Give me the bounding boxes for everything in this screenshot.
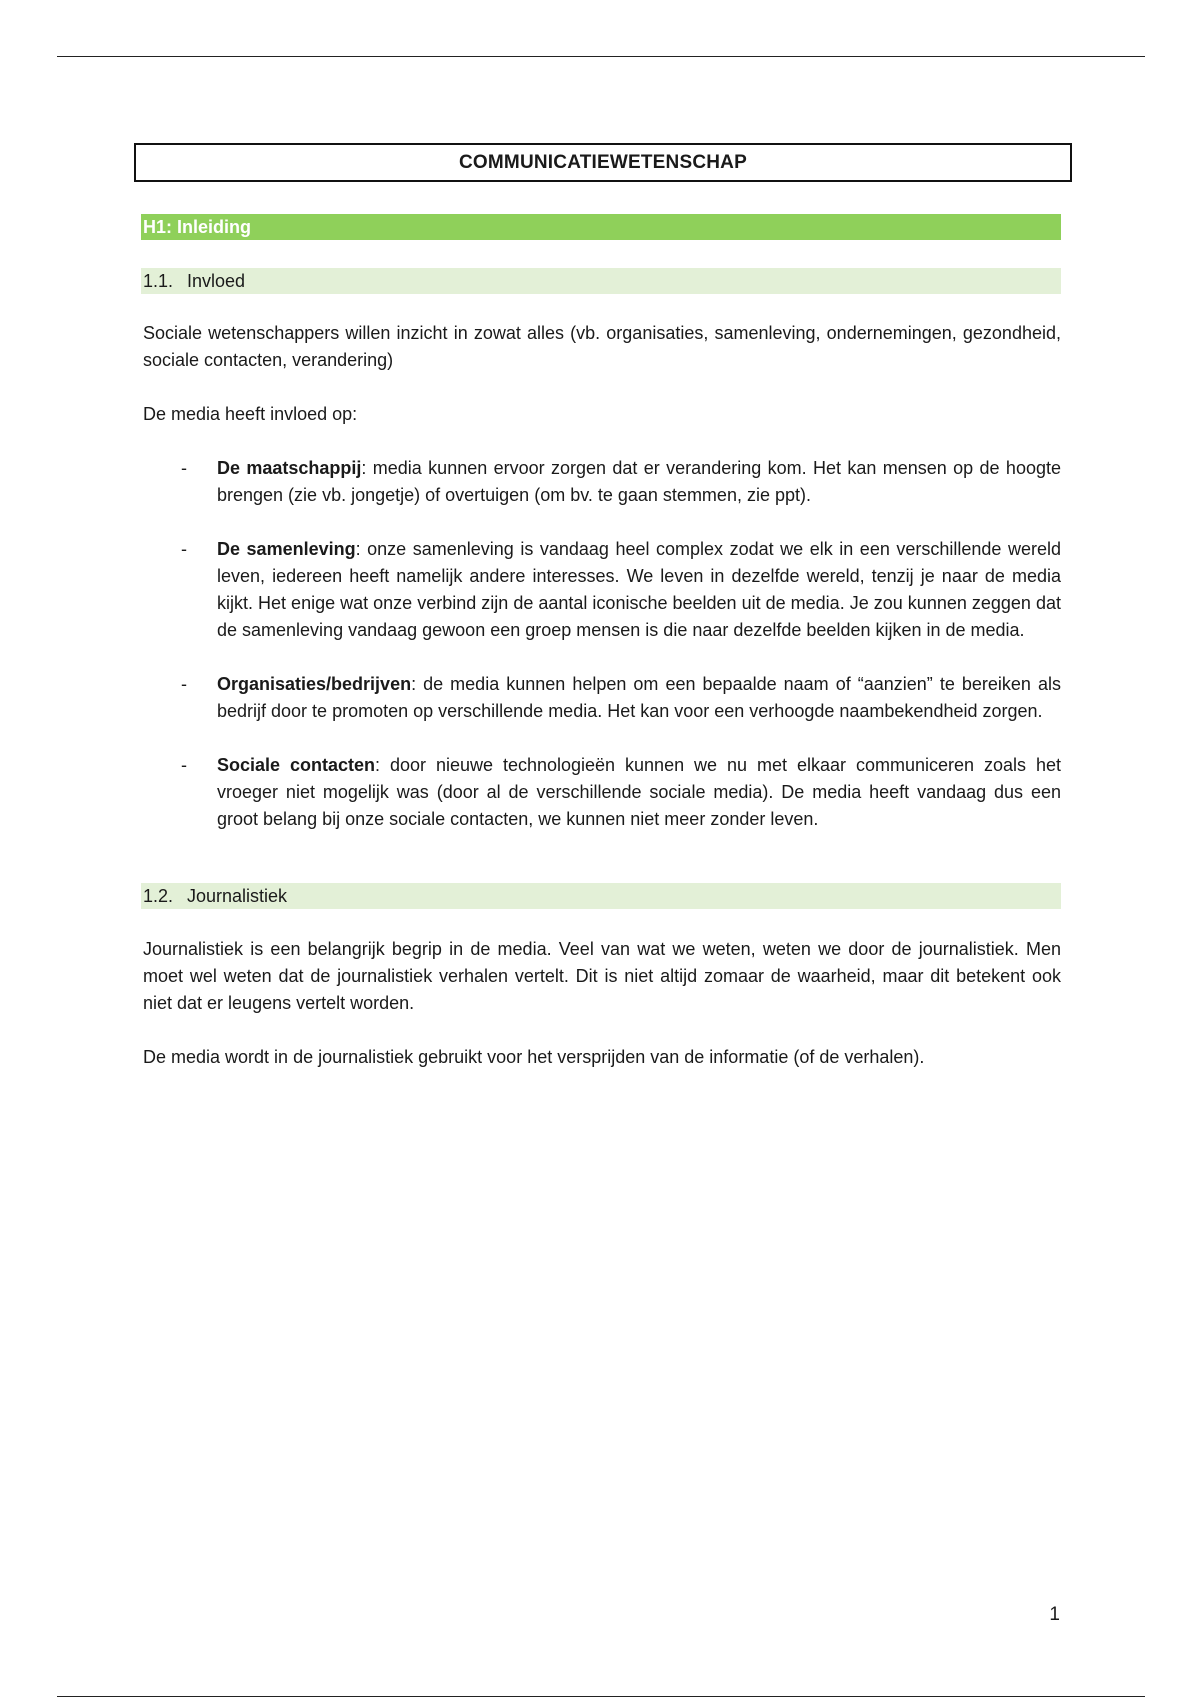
section-number: 1.2. (143, 886, 174, 906)
list-item-text: : media kunnen ervoor zorgen dat er verandering kom. Het kan mensen op de hoogte brengen (zie vb. jongetje) of overtuigen (om bv. te gaan stemmen, zie ppt). (217, 458, 1061, 505)
journalism-paragraph: De media wordt in de journalistiek gebruikt voor het versprijden van de informatie (of de verhalen). (143, 1047, 925, 1067)
journalism-paragraph: Journalistiek is een belangrijk begrip in de media. Veel van wat we weten, weten we door de journalistiek. Men moet wel weten dat de journalistiek verhalen vertelt. Dit is niet altijd zomaar de waarheid, maar dit betekent ook niet dat er leugens vertelt worden. (143, 939, 1061, 1013)
influence-list (143, 455, 1061, 833)
chapter-heading: H1: Inleiding (141, 214, 1061, 240)
list-item-samenleving (143, 536, 1061, 644)
list-item-term: De maatschappij (217, 458, 362, 478)
dash-marker: - (181, 755, 187, 775)
section-title: Invloed (187, 271, 246, 291)
dash-marker: - (181, 458, 187, 478)
section-heading-journalistiek (141, 883, 1061, 909)
section-number: 1.1. (143, 271, 174, 291)
page-body (143, 143, 1061, 1071)
document-title: COMMUNICATIEWETENSCHAP (134, 143, 1072, 182)
page-number: 1 (1049, 1604, 1060, 1625)
dash-marker: - (181, 539, 187, 559)
intro-paragraph: Sociale wetenschappers willen inzicht in zowat alles (vb. organisaties, samenleving, ondernemingen, gezondheid, sociale contacten, verandering) (143, 323, 1061, 370)
list-item-term: De samenleving (217, 539, 356, 559)
list-item-maatschappij (143, 455, 1061, 509)
list-item-text: : onze samenleving is vandaag heel complex zodat we elk in een verschillende wereld leven, iedereen heeft namelijk andere interesses. We leven in dezelfde wereld, tenzij je naar de media kijkt. Het enige wat onze verbind zijn de aantal iconische beelden uit de media. Je zou kunnen zeggen dat de samenleving vandaag gewoon een groep mensen is die naar dezelfde beelden kijken in de media. (217, 539, 1062, 640)
list-item-sociale-contacten (143, 752, 1061, 833)
list-item-text: : door nieuwe technologieën kunnen we nu met elkaar communiceren zoals het vroeger niet mogelijk was (door al de verschillende sociale media). De media heeft vandaag dus een groot belang bij onze sociale contacten, we kunnen niet meer zonder leven. (217, 755, 1061, 829)
footer-rule (57, 1696, 1145, 1697)
header-rule (57, 56, 1145, 57)
section-heading-invloed (141, 268, 1061, 294)
list-item-text: : de media kunnen helpen om een bepaalde naam of “aanzien” te bereiken als bedrijf door te promoten op verschillende media. Het kan voor een verhoogde naambekendheid zorgen. (217, 674, 1061, 721)
list-item-term: Organisaties/bedrijven (217, 674, 412, 694)
list-item-term: Sociale contacten (217, 755, 376, 775)
section-title: Journalistiek (187, 886, 288, 906)
list-item-organisaties (143, 671, 1061, 725)
lead-paragraph: De media heeft invloed op: (143, 404, 358, 424)
dash-marker: - (181, 674, 187, 694)
